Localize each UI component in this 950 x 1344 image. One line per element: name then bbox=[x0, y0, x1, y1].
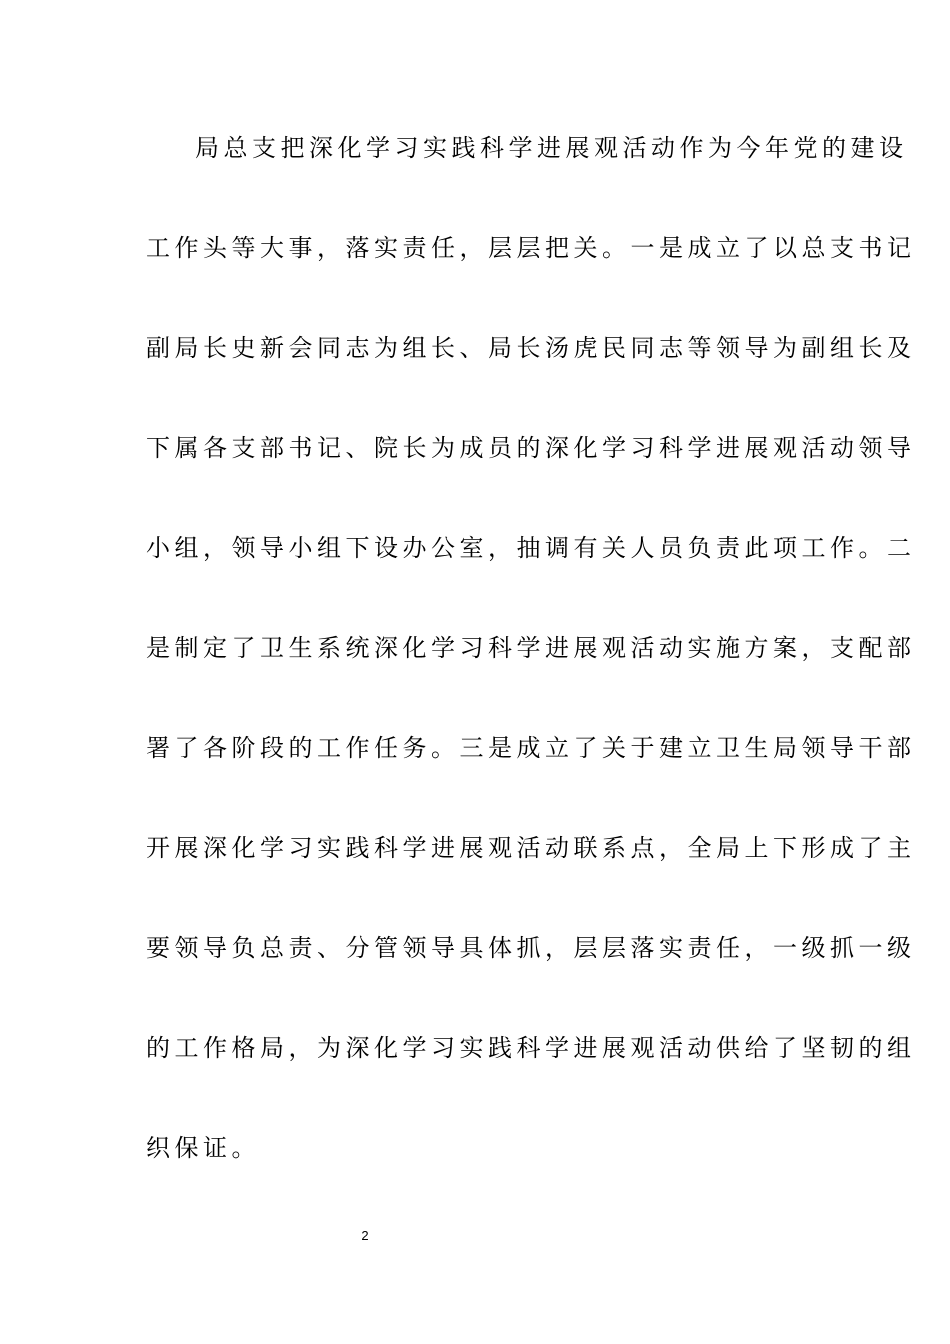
paragraph-line: 小组，领导小组下设办公室，抽调有关人员负责此项工作。二 bbox=[146, 534, 916, 562]
paragraph-line: 是制定了卫生系统深化学习科学进展观活动实施方案，支配部 bbox=[146, 634, 916, 662]
paragraph-line: 工作头等大事，落实责任，层层把关。一是成立了以总支书记 bbox=[146, 234, 916, 262]
page-number: 2 bbox=[361, 1228, 369, 1243]
paragraph-line: 要领导负总责、分管领导具体抓，层层落实责任，一级抓一级 bbox=[146, 934, 916, 962]
paragraph-line: 署了各阶段的工作任务。三是成立了关于建立卫生局领导干部 bbox=[146, 734, 916, 762]
paragraph-line: 开展深化学习实践科学进展观活动联系点，全局上下形成了主 bbox=[146, 834, 916, 862]
paragraph-line: 的工作格局，为深化学习实践科学进展观活动供给了坚韧的组 bbox=[146, 1034, 916, 1062]
paragraph-line: 下属各支部书记、院长为成员的深化学习科学进展观活动领导 bbox=[146, 434, 916, 462]
paragraph-line: 副局长史新会同志为组长、局长汤虎民同志等领导为副组长及 bbox=[146, 334, 916, 362]
paragraph-line: 织保证。 bbox=[146, 1134, 260, 1162]
paragraph-line: 局总支把深化学习实践科学进展观活动作为今年党的建设 bbox=[195, 134, 908, 162]
